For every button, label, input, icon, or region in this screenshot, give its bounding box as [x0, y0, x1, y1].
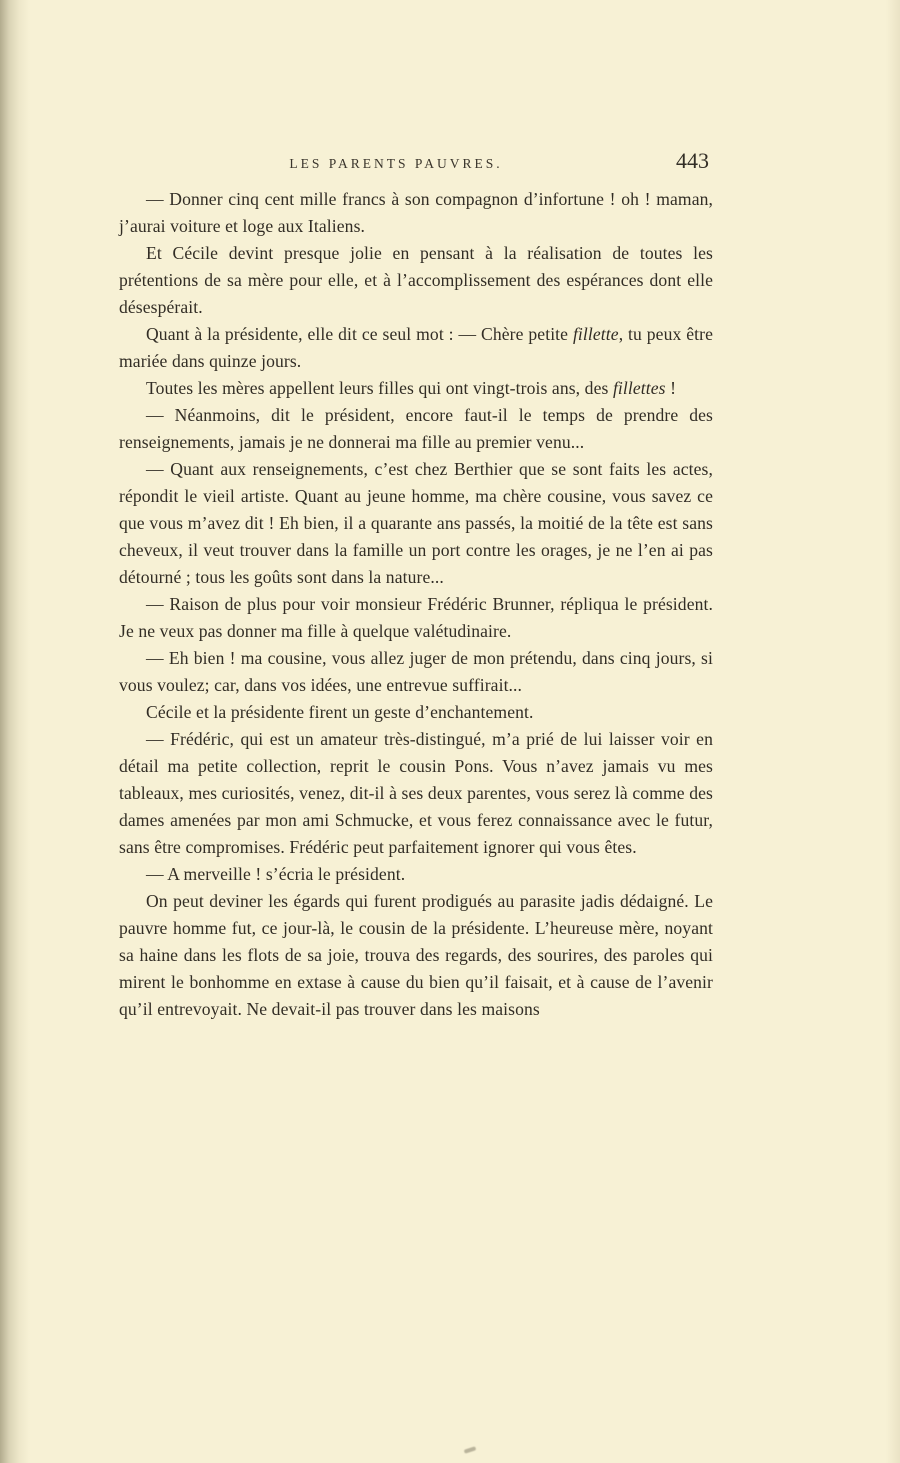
- paragraph: [119, 240, 713, 321]
- text-segment: — Eh bien ! ma cousine, vous allez juger de mon prétendu, dans cinq jours, si vous voulez; car, dans vos idées, une entrevue suffirait...: [119, 648, 713, 695]
- paragraph: [119, 888, 713, 1023]
- header-title: LES PARENTS PAUVRES.: [289, 156, 503, 171]
- paragraph: [119, 699, 713, 726]
- text-segment: — Frédéric, qui est un amateur très-distingué, m’a prié de lui laisser voir en détail ma petite collection, reprit le cousin Pons. Vous n’avez jamais vu mes tableaux, mes curiosités, venez, dit-il à ses deux parentes, vous serez là comme des dames amenées par mon ami Schmucke, et vous ferez connaissance avec le futur, sans être compromises. Frédéric peut parfaitement ignorer qui vous êtes.: [119, 729, 713, 857]
- scan-smudge: [464, 1446, 477, 1454]
- text-segment: — Quant aux renseignements, c’est chez Berthier que se sont faits les actes, répondit le vieil artiste. Quant au jeune homme, ma chère cousine, vous savez ce que vous m’avez dit ! Eh bien, il a quarante ans passés, la moitié de la tête est sans cheveux, il veut trouver dans la famille un port contre les orages, je ne l’en ai pas détourné ; tous les goûts sont dans la nature...: [119, 459, 713, 587]
- paragraph: [119, 375, 713, 402]
- text-segment: Toutes les mères appellent leurs filles qui ont vingt-trois ans, des: [146, 378, 613, 398]
- paragraph: [119, 402, 713, 456]
- text-segment: — A merveille ! s’écria le président.: [146, 864, 406, 884]
- paragraph: [119, 456, 713, 591]
- text-segment: fillettes: [612, 378, 666, 398]
- text-segment: Cécile et la présidente firent un geste d’enchantement.: [146, 702, 534, 722]
- paragraph: [119, 321, 713, 375]
- page-edge-shadow-left: [0, 0, 30, 1463]
- page-number: 443: [676, 148, 709, 173]
- text-segment: — Néanmoins, dit le président, encore faut-il le temps de prendre des renseignements, jamais je ne donnerai ma fille au premier venu...: [119, 405, 713, 452]
- text-segment: !: [665, 378, 677, 398]
- running-header: [119, 150, 713, 186]
- page-content: [119, 150, 713, 1023]
- text-segment: , tu peux être mariée dans quinze jours.: [119, 324, 713, 371]
- paragraph: [119, 726, 713, 861]
- paragraph: [119, 861, 713, 888]
- paragraph: [119, 186, 713, 240]
- paragraph: [119, 591, 713, 645]
- paragraph: [119, 645, 713, 699]
- text-segment: — Donner cinq cent mille francs à son compagnon d’infortune ! oh ! maman, j’aurai voiture et loge aux Italiens.: [119, 189, 713, 236]
- text-segment: Quant à la présidente, elle dit ce seul mot : — Chère petite: [146, 324, 573, 344]
- text-segment: — Raison de plus pour voir monsieur Frédéric Brunner, répliqua le président. Je ne veux pas donner ma fille à quelque valétudinaire.: [119, 594, 713, 641]
- text-segment: fillette: [572, 324, 619, 344]
- text-segment: On peut deviner les égards qui furent prodigués au parasite jadis dédaigné. Le pauvre homme fut, ce jour-là, le cousin de la présidente. L’heureuse mère, noyant sa haine dans les flots de sa joie, trouva des regards, des sourires, des paroles qui mirent le bonhomme en extase à cause du bien qu’il faisait, et à cause de l’avenir qu’il entrevoyait. Ne devait-il pas trouver dans les maisons: [119, 891, 713, 1019]
- body-text: [119, 186, 713, 1023]
- text-segment: Et Cécile devint presque jolie en pensant à la réalisation de toutes les prétentions de sa mère pour elle, et à l’accomplissement des espérances dont elle désespérait.: [119, 243, 713, 317]
- page-edge-shadow-right: [886, 0, 900, 1463]
